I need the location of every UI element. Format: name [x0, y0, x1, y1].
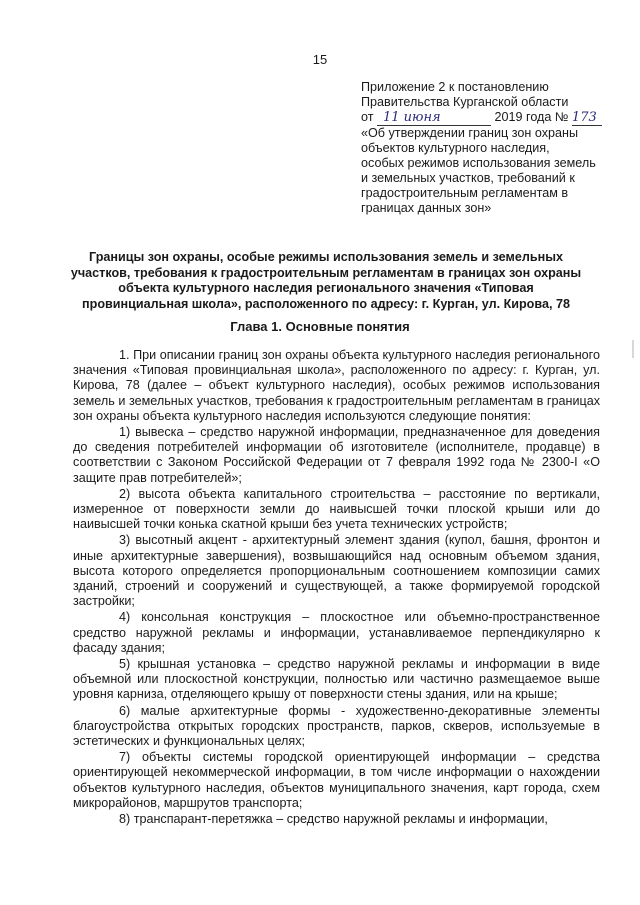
- appendix-line-1: Приложение 2 к постановлению: [361, 80, 549, 94]
- date-prefix: от: [361, 110, 374, 124]
- appendix-line-5: объектов культурного наследия,: [361, 141, 550, 155]
- appendix-block: [361, 80, 616, 216]
- document-title: Границы зон охраны, особые режимы использования земель и земельных участков, требования к градостроительным регламентам в границах зон охраны объекта культурного наследия регионального значения «Типовая провинциальная школа», расположенного по адресу: г. Курган, ул. Кирова, 78: [70, 250, 582, 311]
- page-number: 15: [312, 52, 328, 67]
- appendix-line-6: особых режимов использования земель: [361, 156, 596, 170]
- paragraph: 6) малые архитектурные формы - художественно-декоративные элементы благоустройства открытых городских пространств, парков, скверов, используемые в эстетических и функциональных целях;: [73, 703, 600, 749]
- paragraph: 5) крышная установка – средство наружной рекламы и информации в виде объемной или плоскостной конструкции, полностью или частично размещаемое выше уровня карниза, отделяющего крышу от поверхности стены здания, или на крыше;: [73, 657, 600, 702]
- paragraph: 1. При описании границ зон охраны объекта культурного наследия регионального значения «Типовая провинциальная школа», расположенного по адресу: г. Курган, ул. Кирова, 78 (далее – объект культурного наследия), особых режимов использования земель и земельных участков, требования к градостроительным регламентам в границах зон охраны объекта культурного наследия используются следующие понятия:: [73, 348, 600, 423]
- document-body: [73, 348, 600, 827]
- appendix-line-2: Правительства Курганской области: [361, 95, 569, 109]
- paragraph: 7) объекты системы городской ориентирующей информации – средства ориентирующей некоммерческой информации, в том числе информации о нахождении объектов культурного наследия, объектов муниципального значения, карт города, схем микрорайонов, маршрутов транспорта;: [73, 750, 600, 810]
- scan-margin-mark: [632, 340, 634, 358]
- paragraph: 1) вывеска – средство наружной информации, предназначенное для доведения до сведения потребителей информации об изготовителе (исполнителе, продавце) в соответствии с Законом Российской Федерации от 7 февраля 1992 года № 2300-I «О защите прав потребителей»;: [73, 425, 600, 485]
- appendix-line-8: градостроительным регламентам в: [361, 186, 569, 200]
- handwritten-date: 11 июня: [377, 110, 491, 126]
- appendix-date-line: [361, 110, 616, 126]
- chapter-heading: Глава 1. Основные понятия: [230, 319, 410, 334]
- paragraph: 4) консольная конструкция – плоскостное или объемно-пространственное средство наружной рекламы и информации, устанавливаемое перпендикулярно к фасаду здания;: [73, 610, 600, 655]
- paragraph: 3) высотный акцент - архитектурный элемент здания (купол, башня, фронтон и иные архитектурные завершения), возвышающийся над основным объемом здания, высота которого определяется пропорциональным соотношением композиции самих зданий, строений и сооружений и существующей, а также формируемой городской застройки;: [73, 533, 600, 609]
- appendix-line-4: «Об утверждении границ зон охраны: [361, 126, 579, 140]
- appendix-line-9: границах данных зон»: [361, 201, 492, 215]
- year-text: 2019 года №: [494, 110, 569, 124]
- paragraph: 2) высота объекта капитального строительства – расстояние по вертикали, измеренное от поверхности земли до наивысшей точки плоской крыши или до наивысшей точки конька скатной крыши без учета технических устройств;: [73, 486, 600, 532]
- paragraph: 8) транспарант-перетяжка – средство наружной рекламы и информации,: [119, 812, 548, 827]
- appendix-line-7: и земельных участков, требований к: [361, 171, 575, 185]
- handwritten-number: 173: [572, 110, 602, 126]
